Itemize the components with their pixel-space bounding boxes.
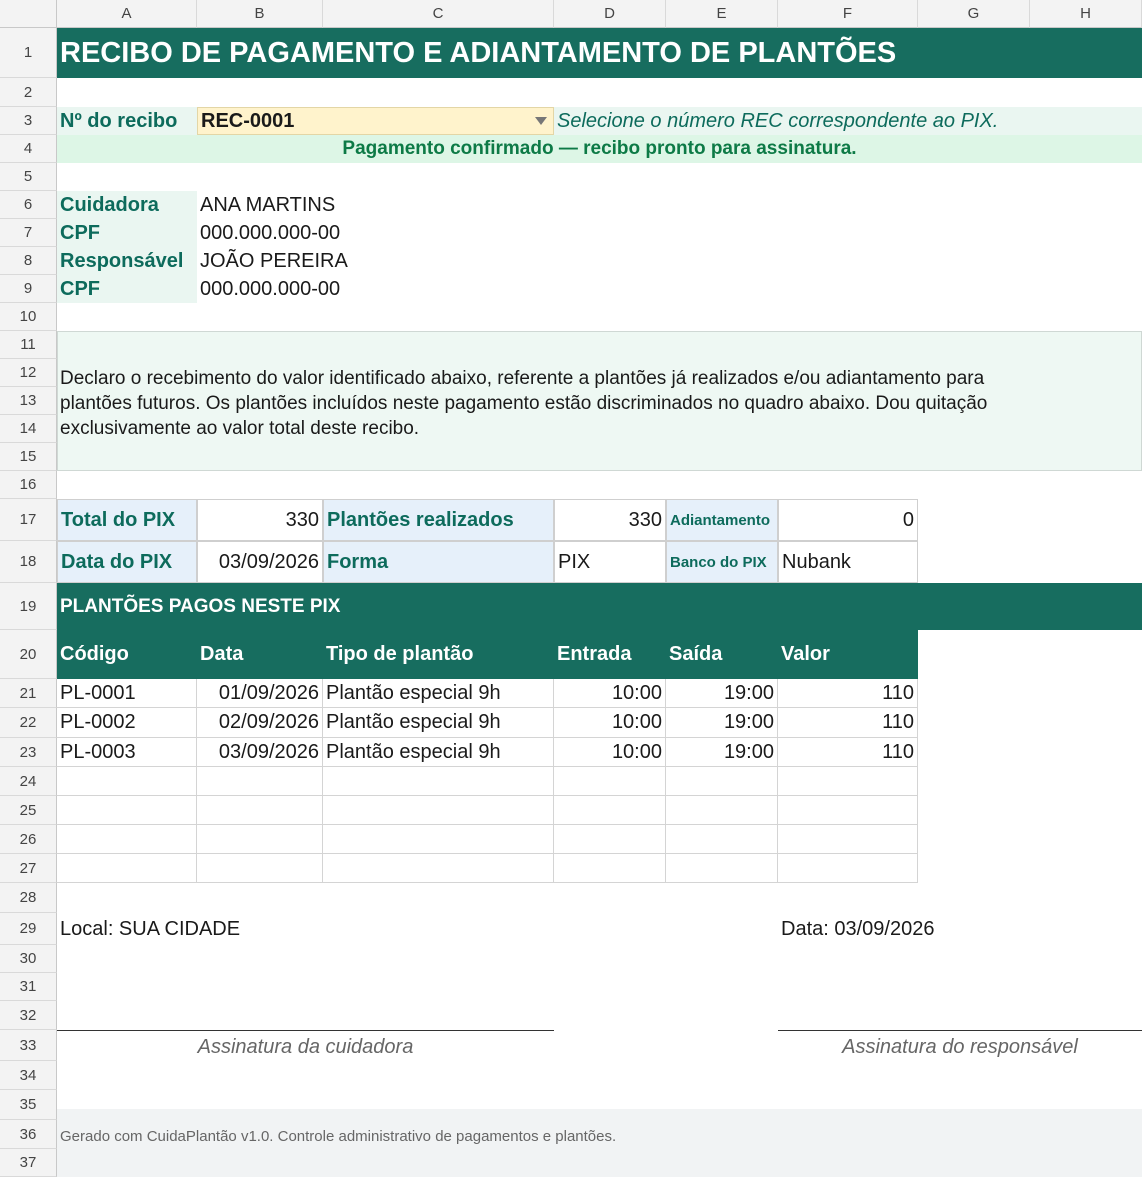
column-header-d[interactable]: D [554,0,666,28]
row-header-10[interactable]: 10 [0,303,57,331]
row-header-29[interactable]: 29 [0,913,57,945]
table-cell-date[interactable]: 03/09/2026 [197,738,323,767]
table-cell-code[interactable]: PL-0003 [57,738,197,767]
row-header-14[interactable]: 14 [0,415,57,443]
row-header-19[interactable]: 19 [0,583,57,630]
shifts-done-value[interactable]: 330 [554,499,666,541]
caregiver-cpf[interactable]: 000.000.000-00 [200,221,341,244]
table-cell-entry[interactable]: 10:00 [554,679,666,708]
table-cell-code[interactable] [57,796,197,825]
table-cell-type[interactable]: Plantão especial 9h [323,708,554,738]
responsible-cpf[interactable]: 000.000.000-00 [200,277,341,300]
table-cell-value[interactable]: 110 [778,679,918,708]
row-header-36[interactable]: 36 [0,1120,57,1149]
row-header-20[interactable]: 20 [0,630,57,679]
table-cell-type[interactable]: Plantão especial 9h [323,738,554,767]
pix-date-label: Data do PIX [57,541,197,583]
pix-bank-label: Banco do PIX [666,541,778,583]
table-cell-code[interactable] [57,767,197,796]
row-header-3[interactable]: 3 [0,107,57,135]
row-header-11[interactable]: 11 [0,331,57,359]
row-header-18[interactable]: 18 [0,541,57,583]
row-header-2[interactable]: 2 [0,78,57,107]
row-header-1[interactable]: 1 [0,28,57,78]
row-header-4[interactable]: 4 [0,135,57,163]
table-cell-code[interactable] [57,854,197,883]
table-header-date: Data [197,630,323,679]
status-message: Pagamento confirmado — recibo pronto para assinatura. [57,135,1142,163]
receipt-hint: Selecione o número REC correspondente ao PIX. [554,107,1142,135]
signature-date: Data: 03/09/2026 [781,917,935,940]
table-cell-value[interactable] [778,825,918,854]
table-cell-type[interactable]: Plantão especial 9h [323,679,554,708]
row-header-6[interactable]: 6 [0,191,57,219]
table-cell-exit[interactable] [666,767,778,796]
responsible-label: Responsável [57,247,197,275]
row-header-22[interactable]: 22 [0,708,57,738]
receipt-number-label: Nº do recibo [57,107,197,135]
caregiver-label: Cuidadora [57,191,197,219]
column-header-h[interactable]: H [1030,0,1142,28]
table-cell-entry[interactable] [554,767,666,796]
caregiver-cpf-label: CPF [57,219,197,247]
receipt-number-value: REC-0001 [201,109,295,132]
table-cell-value[interactable]: 110 [778,708,918,738]
total-pix-value[interactable]: 330 [197,499,323,541]
column-header-f[interactable]: F [778,0,918,28]
table-header-type: Tipo de plantão [323,630,554,679]
table-cell-value[interactable] [778,854,918,883]
table-cell-exit[interactable]: 19:00 [666,738,778,767]
row-header-24[interactable]: 24 [0,767,57,796]
pix-bank-value[interactable]: Nubank [778,541,918,583]
table-cell-date[interactable] [197,854,323,883]
responsible-signature-label: Assinatura do responsável [842,1035,1078,1058]
row-header-8[interactable]: 8 [0,247,57,275]
row-header-7[interactable]: 7 [0,219,57,247]
table-cell-entry[interactable]: 10:00 [554,708,666,738]
advance-label: Adiantamento [666,499,778,541]
select-all-corner[interactable] [0,0,57,28]
table-cell-date[interactable] [197,825,323,854]
table-cell-value[interactable] [778,767,918,796]
table-header-entry: Entrada [554,630,666,679]
table-header-code: Código [57,630,197,679]
table-cell-type[interactable] [323,825,554,854]
declaration-box [57,331,1142,471]
table-cell-exit[interactable]: 19:00 [666,708,778,738]
table-cell-date[interactable] [197,767,323,796]
row-header-34[interactable]: 34 [0,1061,57,1090]
row-header-33[interactable]: 33 [0,1030,57,1061]
table-cell-entry[interactable]: 10:00 [554,738,666,767]
signature-line-left [57,1030,554,1031]
table-cell-date[interactable]: 02/09/2026 [197,708,323,738]
row-header-23[interactable]: 23 [0,738,57,767]
row-header-15[interactable]: 15 [0,443,57,471]
table-cell-exit[interactable]: 19:00 [666,679,778,708]
declaration-line-1: Declaro o recebimento do valor identificado abaixo, referente a plantões já realizados e/ou adiantamento para [60,368,985,389]
caregiver-signature-label: Assinatura da cuidadora [197,1035,414,1058]
row-header-17[interactable]: 17 [0,499,57,541]
table-cell-value[interactable]: 110 [778,738,918,767]
chevron-down-icon[interactable] [535,117,547,125]
row-header-32[interactable]: 32 [0,1001,57,1030]
column-header-e[interactable]: E [666,0,778,28]
table-cell-code[interactable] [57,825,197,854]
row-header-27[interactable]: 27 [0,854,57,883]
table-cell-type[interactable] [323,796,554,825]
receipt-number-dropdown[interactable] [197,107,554,135]
table-cell-exit[interactable] [666,796,778,825]
table-cell-type[interactable] [323,854,554,883]
table-cell-entry[interactable] [554,796,666,825]
signature-line-right [778,1030,1142,1031]
responsible-name[interactable]: JOÃO PEREIRA [200,249,348,272]
row-header-37[interactable]: 37 [0,1149,57,1177]
shifts-done-label: Plantões realizados [323,499,554,541]
page-title: RECIBO DE PAGAMENTO E ADIANTAMENTO DE PLANTÕES [57,28,1142,78]
section-title: PLANTÕES PAGOS NESTE PIX [57,583,1142,630]
table-cell-date[interactable] [197,796,323,825]
payment-form-label: Forma [323,541,554,583]
table-cell-exit[interactable] [666,854,778,883]
table-cell-entry[interactable] [554,854,666,883]
column-header-a[interactable]: A [57,0,197,28]
table-cell-entry[interactable] [554,825,666,854]
column-header-g[interactable]: G [918,0,1030,28]
table-cell-type[interactable] [323,767,554,796]
row-header-21[interactable]: 21 [0,679,57,708]
location: Local: SUA CIDADE [60,917,241,940]
row-header-31[interactable]: 31 [0,973,57,1001]
pix-date-value[interactable]: 03/09/2026 [197,541,323,583]
table-cell-code[interactable]: PL-0001 [57,679,197,708]
declaration-line-3: exclusivamente ao valor total deste recibo. [60,418,420,439]
row-header-16[interactable]: 16 [0,471,57,499]
caregiver-name[interactable]: ANA MARTINS [200,193,336,216]
generated-note: Gerado com CuidaPlantão v1.0. Controle administrativo de pagamentos e plantões. [57,1109,1142,1177]
row-header-35[interactable]: 35 [0,1090,57,1120]
column-header-b[interactable]: B [197,0,323,28]
row-header-9[interactable]: 9 [0,275,57,303]
table-header-value: Valor [778,630,918,679]
row-header-26[interactable]: 26 [0,825,57,854]
row-header-12[interactable]: 12 [0,359,57,387]
table-cell-code[interactable]: PL-0002 [57,708,197,738]
column-header-c[interactable]: C [323,0,554,28]
row-header-5[interactable]: 5 [0,163,57,191]
table-header-exit: Saída [666,630,778,679]
advance-value[interactable]: 0 [778,499,918,541]
row-header-28[interactable]: 28 [0,883,57,913]
table-cell-value[interactable] [778,796,918,825]
row-header-13[interactable]: 13 [0,387,57,415]
table-cell-date[interactable]: 01/09/2026 [197,679,323,708]
row-header-25[interactable]: 25 [0,796,57,825]
row-header-30[interactable]: 30 [0,945,57,973]
payment-form-value[interactable]: PIX [554,541,666,583]
total-pix-label: Total do PIX [57,499,197,541]
responsible-cpf-label: CPF [57,275,197,303]
table-cell-exit[interactable] [666,825,778,854]
declaration-line-2: plantões futuros. Os plantões incluídos neste pagamento estão discriminados no quadro abaixo. Dou quitação [60,393,988,414]
